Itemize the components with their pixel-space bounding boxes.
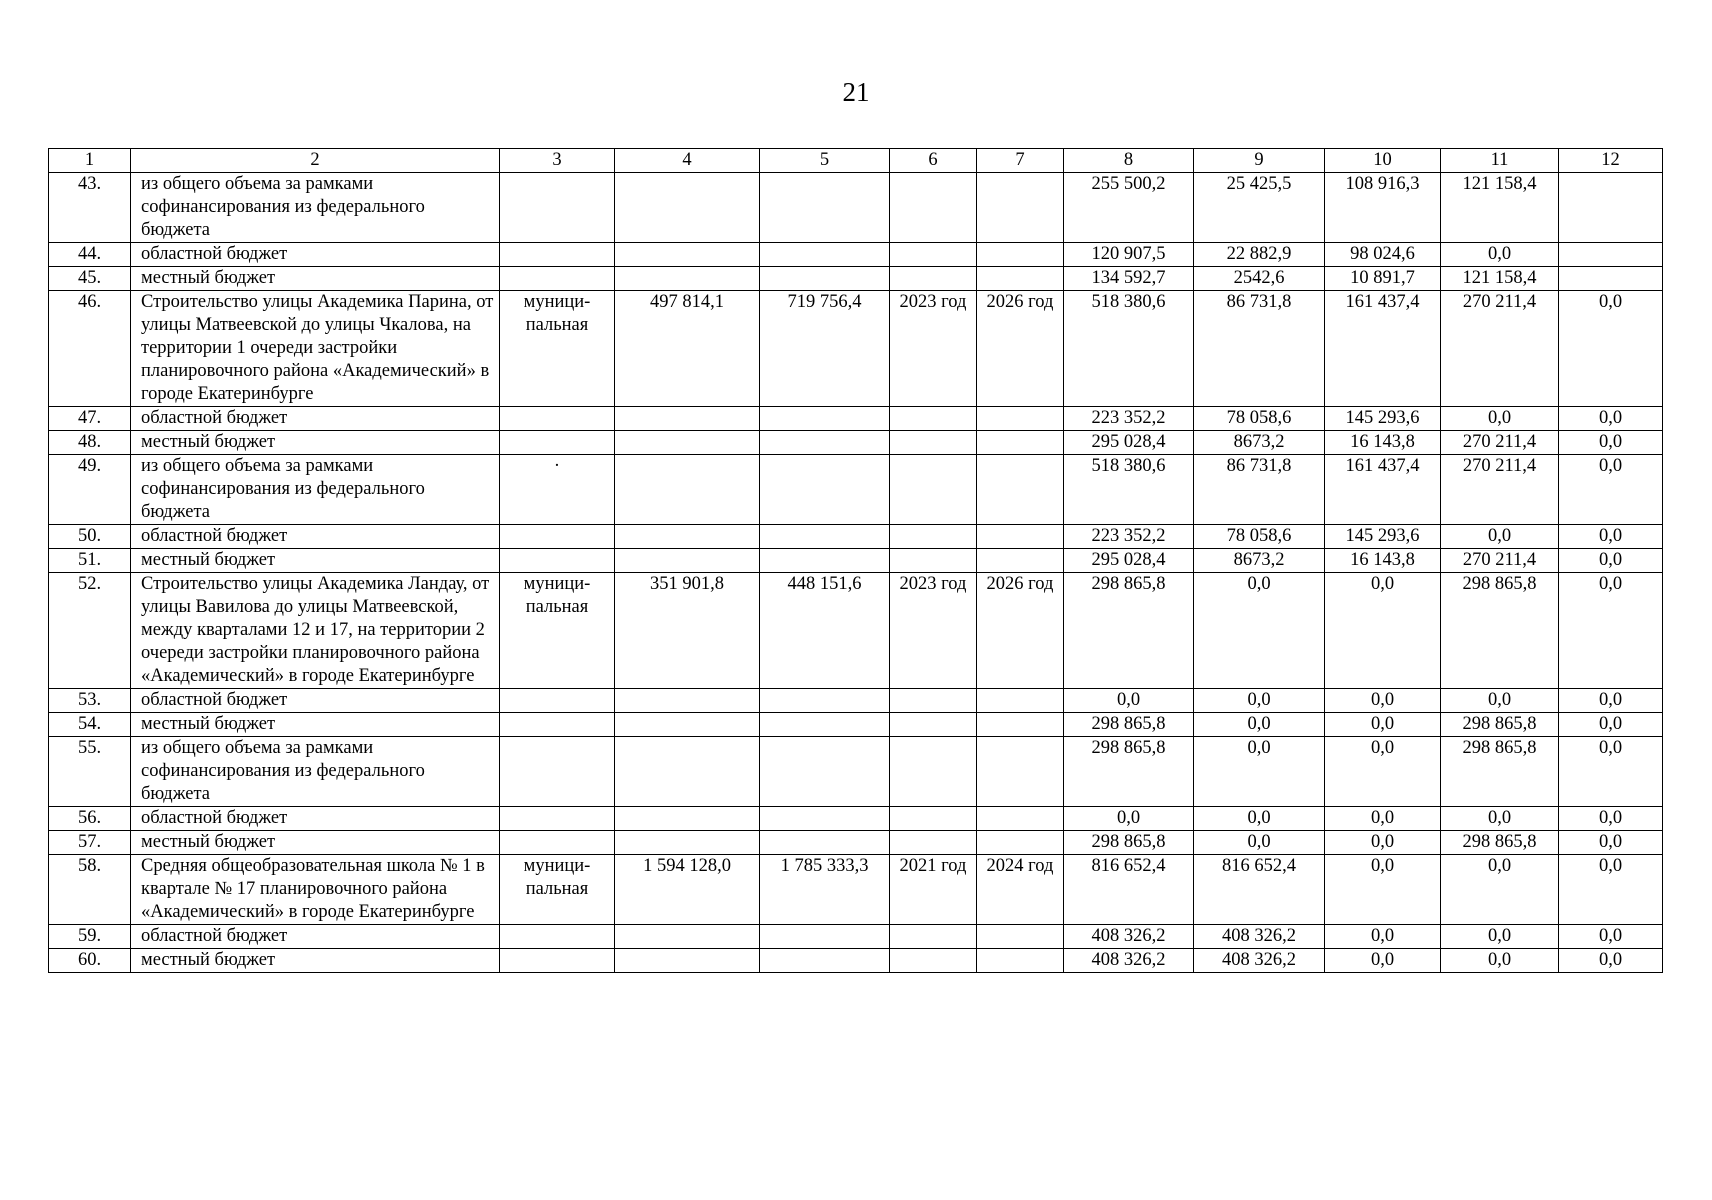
amount-year1-cell: 78 058,6 (1194, 525, 1325, 549)
end-year-cell (977, 807, 1064, 831)
table-row (49, 431, 1663, 455)
start-year-cell (890, 525, 977, 549)
amount-year2-cell: 98 024,6 (1325, 243, 1441, 267)
end-year-cell (977, 407, 1064, 431)
table-row (49, 549, 1663, 573)
item-description-cell: областной бюджет (131, 407, 500, 431)
start-year-cell (890, 831, 977, 855)
amount-year4-cell: 0,0 (1559, 925, 1663, 949)
amount-year3-cell: 0,0 (1441, 525, 1559, 549)
start-year-cell (890, 737, 977, 807)
budget-table-container (48, 148, 1662, 973)
estimated-cost-cell (615, 243, 760, 267)
amount-year3-cell: 0,0 (1441, 807, 1559, 831)
row-number-cell: 43. (49, 173, 131, 243)
item-description-cell: местный бюджет (131, 267, 500, 291)
amount-year3-cell: 270 211,4 (1441, 455, 1559, 525)
row-number-cell: 57. (49, 831, 131, 855)
estimated-cost-cell: 497 814,1 (615, 291, 760, 407)
item-description-cell: из общего объема за рамками софинансирования из федерального бюджета (131, 737, 500, 807)
column-header: 4 (615, 149, 760, 173)
amount-year1-cell: 22 882,9 (1194, 243, 1325, 267)
table-row (49, 173, 1663, 243)
column-header: 7 (977, 149, 1064, 173)
total-amount-cell: 816 652,4 (1064, 855, 1194, 925)
estimated-cost-cell (615, 949, 760, 973)
cost-cell: 719 756,4 (760, 291, 890, 407)
table-row (49, 925, 1663, 949)
item-description-cell: областной бюджет (131, 525, 500, 549)
cost-cell (760, 689, 890, 713)
end-year-cell (977, 925, 1064, 949)
amount-year2-cell: 0,0 (1325, 925, 1441, 949)
total-amount-cell: 295 028,4 (1064, 549, 1194, 573)
cost-cell (760, 925, 890, 949)
cost-cell (760, 431, 890, 455)
cost-cell: 1 785 333,3 (760, 855, 890, 925)
amount-year3-cell: 270 211,4 (1441, 431, 1559, 455)
end-year-cell (977, 455, 1064, 525)
ownership-type-cell (500, 737, 615, 807)
end-year-cell: 2026 год (977, 291, 1064, 407)
start-year-cell (890, 689, 977, 713)
row-number-cell: 48. (49, 431, 131, 455)
amount-year4-cell: 0,0 (1559, 525, 1663, 549)
item-description-cell: местный бюджет (131, 949, 500, 973)
amount-year1-cell: 0,0 (1194, 689, 1325, 713)
item-description-cell: областной бюджет (131, 243, 500, 267)
cost-cell (760, 737, 890, 807)
estimated-cost-cell (615, 807, 760, 831)
item-description-cell: Строительство улицы Академика Ландау, от улицы Вавилова до улицы Матвеевской, между кварталами 12 и 17, на территории 2 очереди застройки планировочного района «Академический» в городе Екатеринбурге (131, 573, 500, 689)
start-year-cell: 2021 год (890, 855, 977, 925)
ownership-type-cell (500, 831, 615, 855)
column-header: 11 (1441, 149, 1559, 173)
row-number-cell: 53. (49, 689, 131, 713)
ownership-type-cell (500, 925, 615, 949)
amount-year3-cell: 0,0 (1441, 949, 1559, 973)
amount-year3-cell: 0,0 (1441, 407, 1559, 431)
amount-year3-cell: 0,0 (1441, 925, 1559, 949)
end-year-cell (977, 173, 1064, 243)
table-row (49, 713, 1663, 737)
item-description-cell: местный бюджет (131, 713, 500, 737)
cost-cell (760, 525, 890, 549)
table-row (49, 855, 1663, 925)
estimated-cost-cell (615, 713, 760, 737)
start-year-cell: 2023 год (890, 291, 977, 407)
table-row (49, 407, 1663, 431)
column-number-header-row (49, 149, 1663, 173)
amount-year4-cell: 0,0 (1559, 431, 1663, 455)
row-number-cell: 52. (49, 573, 131, 689)
amount-year3-cell: 298 865,8 (1441, 573, 1559, 689)
amount-year4-cell: 0,0 (1559, 291, 1663, 407)
table-row (49, 455, 1663, 525)
ownership-type-cell (500, 713, 615, 737)
total-amount-cell: 518 380,6 (1064, 455, 1194, 525)
amount-year1-cell: 86 731,8 (1194, 291, 1325, 407)
ownership-type-cell: муници-пальная (500, 291, 615, 407)
column-header: 5 (760, 149, 890, 173)
total-amount-cell: 134 592,7 (1064, 267, 1194, 291)
item-description-cell: местный бюджет (131, 549, 500, 573)
end-year-cell (977, 949, 1064, 973)
item-description-cell: из общего объема за рамками софинансирования из федерального бюджета (131, 173, 500, 243)
ownership-type-cell (500, 525, 615, 549)
page-number: 21 (842, 77, 870, 107)
ownership-type-cell: · (500, 455, 615, 525)
table-row (49, 807, 1663, 831)
column-header: 12 (1559, 149, 1663, 173)
total-amount-cell: 298 865,8 (1064, 737, 1194, 807)
amount-year1-cell: 8673,2 (1194, 549, 1325, 573)
amount-year1-cell: 816 652,4 (1194, 855, 1325, 925)
estimated-cost-cell (615, 431, 760, 455)
amount-year4-cell: 0,0 (1559, 573, 1663, 689)
estimated-cost-cell (615, 549, 760, 573)
cost-cell (760, 243, 890, 267)
amount-year3-cell: 270 211,4 (1441, 549, 1559, 573)
cost-cell (760, 831, 890, 855)
item-description-cell: областной бюджет (131, 689, 500, 713)
total-amount-cell: 0,0 (1064, 807, 1194, 831)
amount-year4-cell: 0,0 (1559, 949, 1663, 973)
cost-cell (760, 173, 890, 243)
amount-year2-cell: 10 891,7 (1325, 267, 1441, 291)
ownership-type-cell (500, 807, 615, 831)
total-amount-cell: 518 380,6 (1064, 291, 1194, 407)
estimated-cost-cell (615, 737, 760, 807)
column-header: 10 (1325, 149, 1441, 173)
estimated-cost-cell (615, 407, 760, 431)
estimated-cost-cell (615, 173, 760, 243)
amount-year4-cell (1559, 173, 1663, 243)
end-year-cell (977, 689, 1064, 713)
row-number-cell: 54. (49, 713, 131, 737)
table-row (49, 949, 1663, 973)
estimated-cost-cell (615, 925, 760, 949)
item-description-cell: местный бюджет (131, 431, 500, 455)
amount-year3-cell: 121 158,4 (1441, 267, 1559, 291)
amount-year4-cell: 0,0 (1559, 713, 1663, 737)
total-amount-cell: 0,0 (1064, 689, 1194, 713)
amount-year2-cell: 0,0 (1325, 689, 1441, 713)
start-year-cell (890, 949, 977, 973)
table-row (49, 689, 1663, 713)
cost-cell (760, 455, 890, 525)
start-year-cell: 2023 год (890, 573, 977, 689)
column-header: 1 (49, 149, 131, 173)
amount-year2-cell: 0,0 (1325, 573, 1441, 689)
end-year-cell (977, 525, 1064, 549)
cost-cell (760, 949, 890, 973)
amount-year1-cell: 8673,2 (1194, 431, 1325, 455)
amount-year1-cell: 2542,6 (1194, 267, 1325, 291)
total-amount-cell: 408 326,2 (1064, 925, 1194, 949)
row-number-cell: 46. (49, 291, 131, 407)
start-year-cell (890, 713, 977, 737)
row-number-cell: 55. (49, 737, 131, 807)
start-year-cell (890, 431, 977, 455)
amount-year2-cell: 0,0 (1325, 737, 1441, 807)
amount-year3-cell: 298 865,8 (1441, 737, 1559, 807)
total-amount-cell: 223 352,2 (1064, 525, 1194, 549)
amount-year3-cell: 121 158,4 (1441, 173, 1559, 243)
table-row (49, 243, 1663, 267)
amount-year2-cell: 161 437,4 (1325, 455, 1441, 525)
row-number-cell: 45. (49, 267, 131, 291)
amount-year1-cell: 0,0 (1194, 807, 1325, 831)
item-description-cell: Средняя общеобразовательная школа № 1 в квартале № 17 планировочного района «Академический» в городе Екатеринбурге (131, 855, 500, 925)
amount-year1-cell: 0,0 (1194, 573, 1325, 689)
amount-year1-cell: 0,0 (1194, 831, 1325, 855)
table-body (49, 173, 1663, 973)
amount-year1-cell: 86 731,8 (1194, 455, 1325, 525)
amount-year1-cell: 0,0 (1194, 713, 1325, 737)
amount-year4-cell: 0,0 (1559, 855, 1663, 925)
amount-year1-cell: 78 058,6 (1194, 407, 1325, 431)
cost-cell: 448 151,6 (760, 573, 890, 689)
row-number-cell: 59. (49, 925, 131, 949)
amount-year2-cell: 145 293,6 (1325, 525, 1441, 549)
item-description-cell: областной бюджет (131, 807, 500, 831)
start-year-cell (890, 807, 977, 831)
item-description-cell: местный бюджет (131, 831, 500, 855)
estimated-cost-cell (615, 455, 760, 525)
amount-year3-cell: 270 211,4 (1441, 291, 1559, 407)
total-amount-cell: 408 326,2 (1064, 949, 1194, 973)
estimated-cost-cell (615, 525, 760, 549)
amount-year4-cell (1559, 267, 1663, 291)
amount-year1-cell: 408 326,2 (1194, 949, 1325, 973)
amount-year4-cell (1559, 243, 1663, 267)
end-year-cell (977, 549, 1064, 573)
row-number-cell: 60. (49, 949, 131, 973)
item-description-cell: из общего объема за рамками софинансирования из федерального бюджета (131, 455, 500, 525)
start-year-cell (890, 549, 977, 573)
amount-year4-cell: 0,0 (1559, 737, 1663, 807)
end-year-cell (977, 737, 1064, 807)
start-year-cell (890, 407, 977, 431)
item-description-cell: областной бюджет (131, 925, 500, 949)
estimated-cost-cell: 1 594 128,0 (615, 855, 760, 925)
amount-year1-cell: 408 326,2 (1194, 925, 1325, 949)
budget-table (48, 148, 1663, 973)
row-number-cell: 56. (49, 807, 131, 831)
ownership-type-cell (500, 173, 615, 243)
amount-year4-cell: 0,0 (1559, 407, 1663, 431)
amount-year3-cell: 298 865,8 (1441, 713, 1559, 737)
amount-year3-cell: 298 865,8 (1441, 831, 1559, 855)
end-year-cell (977, 713, 1064, 737)
row-number-cell: 58. (49, 855, 131, 925)
cost-cell (760, 807, 890, 831)
ownership-type-cell: муници-пальная (500, 573, 615, 689)
amount-year1-cell: 0,0 (1194, 737, 1325, 807)
cost-cell (760, 713, 890, 737)
estimated-cost-cell (615, 831, 760, 855)
ownership-type-cell (500, 549, 615, 573)
total-amount-cell: 223 352,2 (1064, 407, 1194, 431)
cost-cell (760, 267, 890, 291)
end-year-cell: 2026 год (977, 573, 1064, 689)
start-year-cell (890, 243, 977, 267)
amount-year2-cell: 161 437,4 (1325, 291, 1441, 407)
ownership-type-cell (500, 949, 615, 973)
amount-year2-cell: 16 143,8 (1325, 549, 1441, 573)
row-number-cell: 51. (49, 549, 131, 573)
estimated-cost-cell (615, 689, 760, 713)
amount-year4-cell: 0,0 (1559, 549, 1663, 573)
start-year-cell (890, 173, 977, 243)
table-row (49, 831, 1663, 855)
amount-year2-cell: 108 916,3 (1325, 173, 1441, 243)
amount-year2-cell: 145 293,6 (1325, 407, 1441, 431)
row-number-cell: 44. (49, 243, 131, 267)
amount-year4-cell: 0,0 (1559, 807, 1663, 831)
column-header: 9 (1194, 149, 1325, 173)
total-amount-cell: 298 865,8 (1064, 831, 1194, 855)
amount-year2-cell: 0,0 (1325, 713, 1441, 737)
start-year-cell (890, 267, 977, 291)
end-year-cell: 2024 год (977, 855, 1064, 925)
estimated-cost-cell: 351 901,8 (615, 573, 760, 689)
amount-year3-cell: 0,0 (1441, 855, 1559, 925)
ownership-type-cell (500, 431, 615, 455)
cost-cell (760, 407, 890, 431)
cost-cell (760, 549, 890, 573)
amount-year2-cell: 0,0 (1325, 949, 1441, 973)
item-description-cell: Строительство улицы Академика Парина, от улицы Матвеевской до улицы Чкалова, на территории 1 очереди застройки планировочного района «Академический» в городе Екатеринбурге (131, 291, 500, 407)
ownership-type-cell (500, 243, 615, 267)
row-number-cell: 50. (49, 525, 131, 549)
ownership-type-cell (500, 407, 615, 431)
ownership-type-cell: муници-пальная (500, 855, 615, 925)
total-amount-cell: 120 907,5 (1064, 243, 1194, 267)
amount-year4-cell: 0,0 (1559, 831, 1663, 855)
row-number-cell: 47. (49, 407, 131, 431)
amount-year2-cell: 0,0 (1325, 831, 1441, 855)
end-year-cell (977, 267, 1064, 291)
amount-year2-cell: 0,0 (1325, 807, 1441, 831)
total-amount-cell: 298 865,8 (1064, 573, 1194, 689)
amount-year2-cell: 16 143,8 (1325, 431, 1441, 455)
estimated-cost-cell (615, 267, 760, 291)
amount-year1-cell: 25 425,5 (1194, 173, 1325, 243)
end-year-cell (977, 431, 1064, 455)
total-amount-cell: 298 865,8 (1064, 713, 1194, 737)
ownership-type-cell (500, 689, 615, 713)
table-row (49, 267, 1663, 291)
column-header: 6 (890, 149, 977, 173)
table-row (49, 525, 1663, 549)
total-amount-cell: 295 028,4 (1064, 431, 1194, 455)
table-row (49, 737, 1663, 807)
row-number-cell: 49. (49, 455, 131, 525)
column-header: 3 (500, 149, 615, 173)
amount-year2-cell: 0,0 (1325, 855, 1441, 925)
amount-year4-cell: 0,0 (1559, 689, 1663, 713)
amount-year3-cell: 0,0 (1441, 689, 1559, 713)
amount-year4-cell: 0,0 (1559, 455, 1663, 525)
start-year-cell (890, 925, 977, 949)
ownership-type-cell (500, 267, 615, 291)
column-header: 8 (1064, 149, 1194, 173)
total-amount-cell: 255 500,2 (1064, 173, 1194, 243)
amount-year3-cell: 0,0 (1441, 243, 1559, 267)
end-year-cell (977, 243, 1064, 267)
table-row (49, 573, 1663, 689)
table-row (49, 291, 1663, 407)
start-year-cell (890, 455, 977, 525)
column-header: 2 (131, 149, 500, 173)
end-year-cell (977, 831, 1064, 855)
